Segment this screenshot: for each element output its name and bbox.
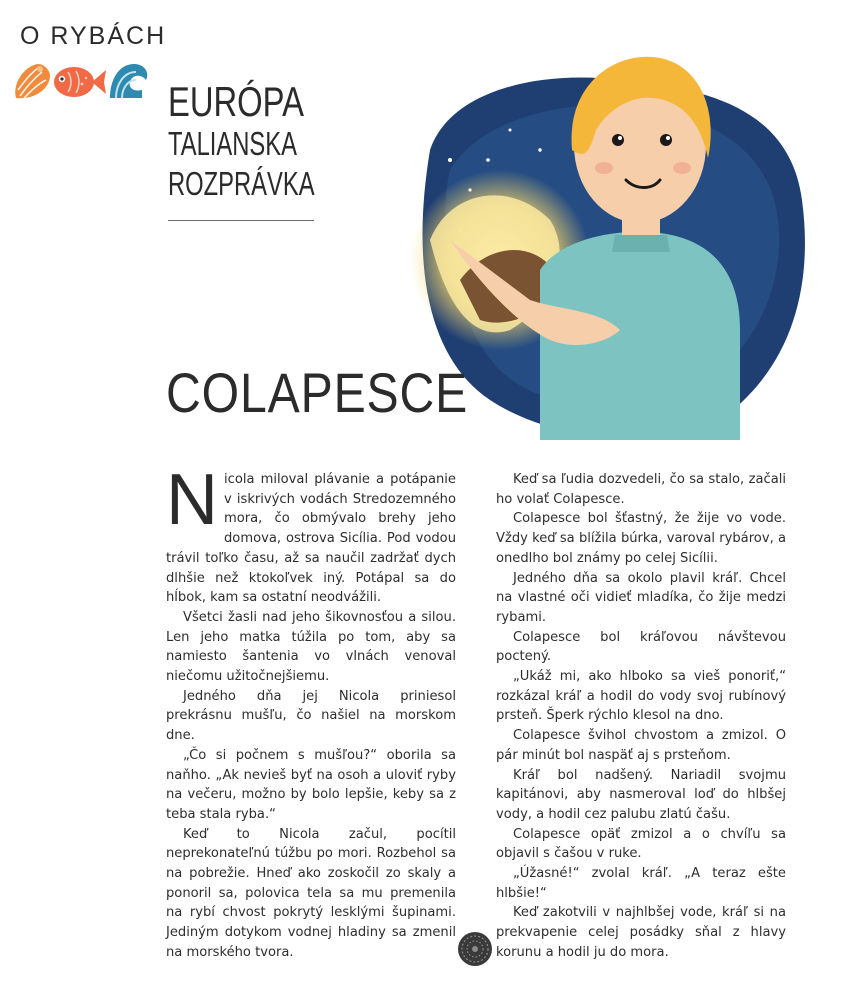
story-heading — [168, 80, 318, 204]
paragraph: Všetci žasli nad jeho šikovnosťou a silou. Len jeho matka túžila po tom, aby sa namiesto šantenia vo vlnách venoval niečomu užitočnejšiemu. — [166, 609, 456, 685]
drop-cap: N — [166, 460, 218, 540]
right-text-column — [496, 470, 786, 963]
paragraph: Jedného dňa jej Nicola priniesol prekrásnu mušľu, čo našiel na morskom dne. — [166, 688, 456, 744]
section-tag: O RYBÁCH — [20, 22, 167, 50]
paragraph: Jedného dňa sa okolo plavil kráľ. Chcel na vlastné oči vidieť mladíka, čo žije medzi rybami. — [496, 570, 786, 625]
paragraph: „Čo si počnem s mušľou?“ oborila sa naňho. „Ak nevieš byť na osoh a uloviť ryby na večeru, možno by bolo lepšie, keby sa z teba stala ryba.“ — [166, 747, 456, 822]
paragraph: Keď zakotvili v najhlbšej vode, kráľ si na prekvapenie celej posádky sňal z hlavy korunu a hodil ju do mora. — [496, 905, 786, 960]
wave-icon — [110, 64, 147, 98]
story-title: COLAPESCE — [166, 361, 469, 424]
origin-line-2: ROZPRÁVKA — [168, 165, 315, 202]
left-text-column — [166, 460, 456, 963]
paragraph: Keď sa ľudia dozvedeli, čo sa stalo, začali ho volať Colapesce. — [496, 472, 786, 507]
paragraph: Colapesce bol kráľovou návštevou poctený. — [496, 629, 786, 665]
origin-line-1: TALIANSKA — [168, 125, 297, 162]
paragraph: Colapesce švihol chvostom a zmizol. O pár minút bol naspäť aj s prsteňom. — [496, 728, 786, 763]
continent-label: EURÓPA — [168, 78, 304, 125]
shell-icon — [15, 64, 50, 98]
paragraph: Kráľ bol nadšený. Nariadil svojmu kapitánovi, aby nasmeroval loď do hlbšej vody, a hodil cez palubu zlatú čašu. — [496, 767, 786, 822]
fish-icon — [54, 67, 106, 97]
paragraph: Colapesce opäť zmizol a o chvíľu sa objavil s čašou v ruke. — [496, 826, 786, 862]
paragraph: Keď to Nicola začul, pocítil neprekonateľnú túžbu po mori. Rozbehol sa na pobrežie. Hneď ako zoskočil zo skaly a ponoril sa, polovica tela sa mu premenila na rybí chvost pokrytý lesklými šupinami. Jediným dotykom vodnej hladiny sa zmenil na morského tvora. — [166, 826, 456, 960]
paragraph: Nicola miloval plávanie a potápanie v iskrivých vodách Stredozemného mora, čo obmývalo brehy jeho domova, ostrova Sicília. Pod vodou trávil toľko času, až sa naučil zadržať dych dlhšie než ktokoľvek iný. Potápal sa do hĺbok, kam sa ostatní neodvážili. — [166, 460, 456, 606]
paragraph: „Ukáž mi, ako hlboko sa vieš ponoriť,“ rozkázal kráľ a hodil do vody svoj rubínový prsteň. Šperk rýchlo klesol na dno. — [496, 669, 786, 724]
heading-rule — [168, 220, 314, 221]
section-icons — [10, 54, 150, 106]
paragraph: „Úžasné!“ zvolal kráľ. „A teraz ešte hlbšie!“ — [496, 866, 786, 901]
page-ornament-icon — [456, 930, 494, 968]
paragraph: Colapesce bol šťastný, že žije vo vode. Vždy keď sa blížila búrka, varoval rybárov, a onedlho bol známy po celej Sicílii. — [496, 511, 786, 566]
